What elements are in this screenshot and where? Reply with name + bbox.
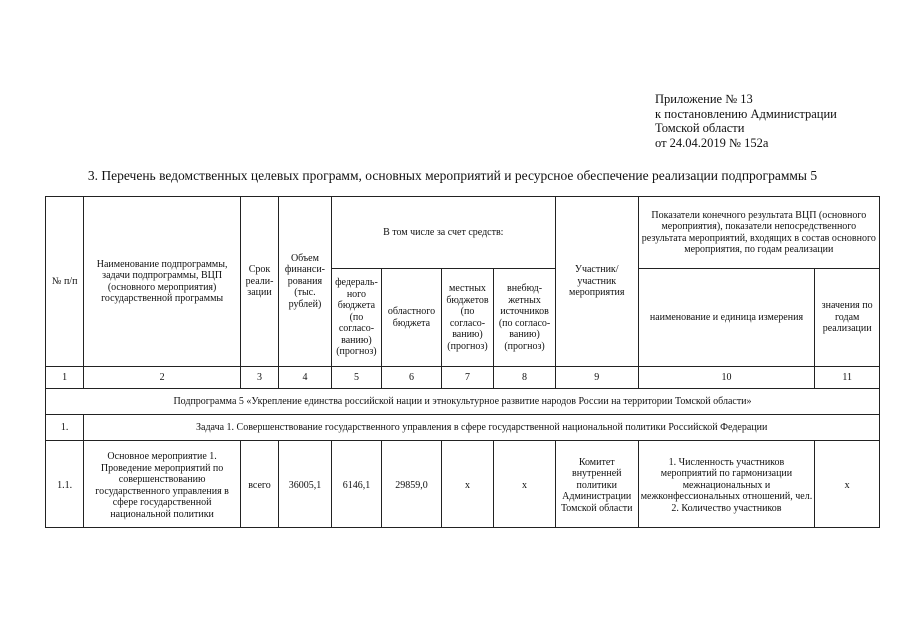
column-number: 10	[638, 367, 815, 389]
column-number: 1	[46, 367, 84, 389]
program-table	[45, 196, 880, 528]
header-extra: внебюд-жетных источников (по согласо-ванию) (прогноз)	[494, 269, 556, 367]
column-number: 4	[279, 367, 332, 389]
event-local: x	[441, 441, 494, 528]
appendix-date: от 24.04.2019 № 152а	[655, 135, 769, 150]
header-row-1	[46, 197, 880, 269]
column-number: 9	[555, 367, 638, 389]
event-participant: Комитет внутренней политики Администрации Томской области	[555, 441, 638, 528]
appendix-region: Томской области	[655, 121, 745, 135]
event-num: 1.1.	[46, 441, 84, 528]
event-values: x	[815, 441, 880, 528]
event-indicator: 1. Численность участников мероприятий по гармонизации межнациональных и межконфессиональных отношений, чел. 2. Количество участников	[638, 441, 815, 528]
subprogram-title: Подпрограмма 5 «Укрепление единства российской нации и этнокультурное развитие народов России на территории Томской области»	[46, 389, 880, 415]
section-heading: 3. Перечень ведомственных целевых программ, основных мероприятий и ресурсное обеспечение реализации подпрограммы 5	[87, 168, 818, 183]
header-indicators: Показатели конечного результата ВЦП (основного мероприятия), показатели непосредственного результата мероприятий, входящих в состав основного мероприятия, по годам реализации	[638, 197, 879, 269]
appendix-resolution: к постановлению Администрации	[655, 106, 837, 121]
task-row	[46, 415, 880, 441]
header-volume: Объем финанси-рования (тыс. рублей)	[279, 197, 332, 367]
event-name: Основное мероприятие 1. Проведение мероприятий по совершенствованию государственного управления в сфере государственной национальной политики	[84, 441, 240, 528]
appendix-title: Приложение № 13	[655, 92, 753, 106]
event-row	[46, 441, 880, 528]
event-term: всего	[240, 441, 278, 528]
header-federal: федераль-ного бюджета (по согласо-ванию) (прогноз)	[331, 269, 381, 367]
column-number: 2	[84, 367, 240, 389]
header-participant: Участник/ участник мероприятия	[555, 197, 638, 367]
header-term: Срок реали-зации	[240, 197, 278, 367]
appendix-block	[655, 92, 837, 150]
header-including: В том числе за счет средств:	[331, 197, 555, 269]
header-num: № п/п	[46, 197, 84, 367]
event-volume: 36005,1	[279, 441, 332, 528]
column-number: 6	[382, 367, 442, 389]
column-number: 5	[331, 367, 381, 389]
subprogram-row	[46, 389, 880, 415]
column-number: 7	[441, 367, 494, 389]
task-title: Задача 1. Совершенствование государственного управления в сфере государственной национальной политики Российской Федерации	[84, 415, 880, 441]
task-num: 1.	[46, 415, 84, 441]
header-indicator-name: наименование и единица измерения	[638, 269, 815, 367]
column-number: 11	[815, 367, 880, 389]
header-indicator-values: значения по годам реализации	[815, 269, 880, 367]
column-number-row	[46, 367, 880, 389]
event-extra: x	[494, 441, 556, 528]
event-federal: 6146,1	[331, 441, 381, 528]
header-name: Наименование подпрограммы, задачи подпрограммы, ВЦП (основного мероприятия) государственной программы	[84, 197, 240, 367]
header-regional: областного бюджета	[382, 269, 442, 367]
column-number: 8	[494, 367, 556, 389]
event-regional: 29859,0	[382, 441, 442, 528]
column-number: 3	[240, 367, 278, 389]
header-local: местных бюджетов (по согласо-ванию) (прогноз)	[441, 269, 494, 367]
